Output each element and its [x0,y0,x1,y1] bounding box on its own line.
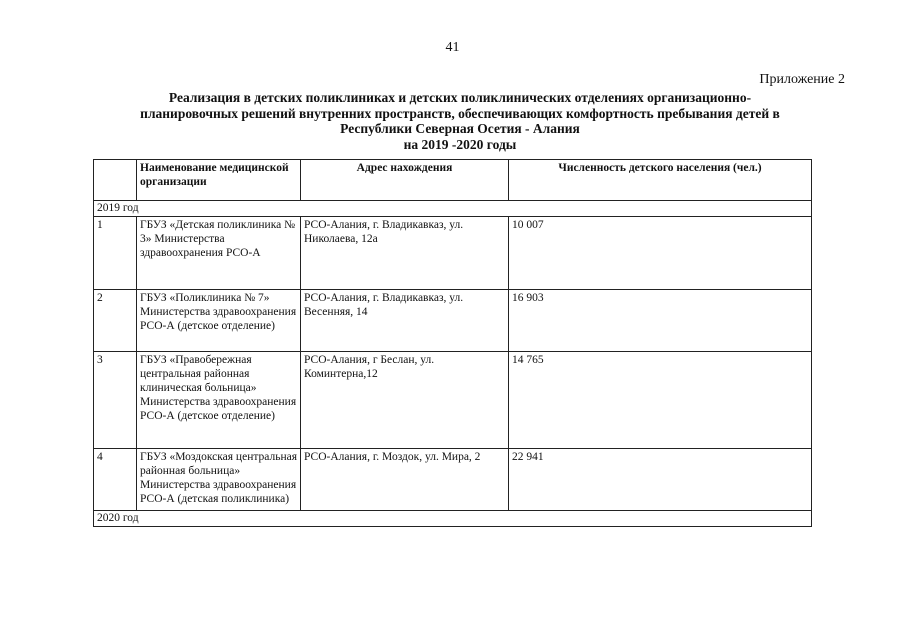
section-row-2019 [94,201,812,217]
header-address: Адрес нахождения [301,160,509,201]
row-address: РСО-Алания, г. Владикавказ, ул. Весенняя, 14 [301,290,509,352]
row-population: 10 007 [509,217,812,290]
row-population: 22 941 [509,449,812,511]
title-line-3: Республики Северная Осетия - Алания [340,121,580,136]
header-number [94,160,137,201]
header-population: Численность детского населения (чел.) [509,160,812,201]
row-number: 3 [94,352,137,449]
table-row [94,352,812,449]
row-population: 14 765 [509,352,812,449]
row-number: 1 [94,217,137,290]
row-address: РСО-Алания, г. Владикавказ, ул. Николаева, 12а [301,217,509,290]
document-title [90,90,830,152]
section-row-2020 [94,511,812,527]
table-row [94,290,812,352]
table-row [94,449,812,511]
row-organization: ГБУЗ «Правобережная центральная районная клиническая больница» Министерства здравоохранения РСО-А (детское отделение) [137,352,301,449]
organizations-table [93,159,812,527]
title-line-2: планировочных решений внутренних пространств, обеспечивающих комфортность пребывания детей в [140,105,780,121]
section-label: 2020 год [94,511,812,527]
section-label: 2019 год [94,201,812,217]
page-number: 41 [445,40,460,55]
row-organization: ГБУЗ «Детская поликлиника № 3» Министерства здравоохранения РСО-А [137,217,301,290]
row-number: 2 [94,290,137,352]
row-address: РСО-Алания, г. Моздок, ул. Мира, 2 [301,449,509,511]
appendix-label: Приложение 2 [759,72,845,87]
title-line-4: на 2019 -2020 годы [403,136,517,152]
row-organization: ГБУЗ «Моздокская центральная районная больница» Министерства здравоохранения РСО-А (детская поликлиника) [137,449,301,511]
row-number: 4 [94,449,137,511]
row-population: 16 903 [509,290,812,352]
table-header-row [94,160,812,201]
header-organization: Наименование медицинской организации [137,160,301,201]
row-address: РСО-Алания, г Беслан, ул. Коминтерна,12 [301,352,509,449]
table-row [94,217,812,290]
row-organization: ГБУЗ «Поликлиника № 7» Министерства здравоохранения РСО-А (детское отделение) [137,290,301,352]
title-line-1: Реализация в детских поликлиниках и детских поликлинических отделениях организационно- [168,90,752,105]
